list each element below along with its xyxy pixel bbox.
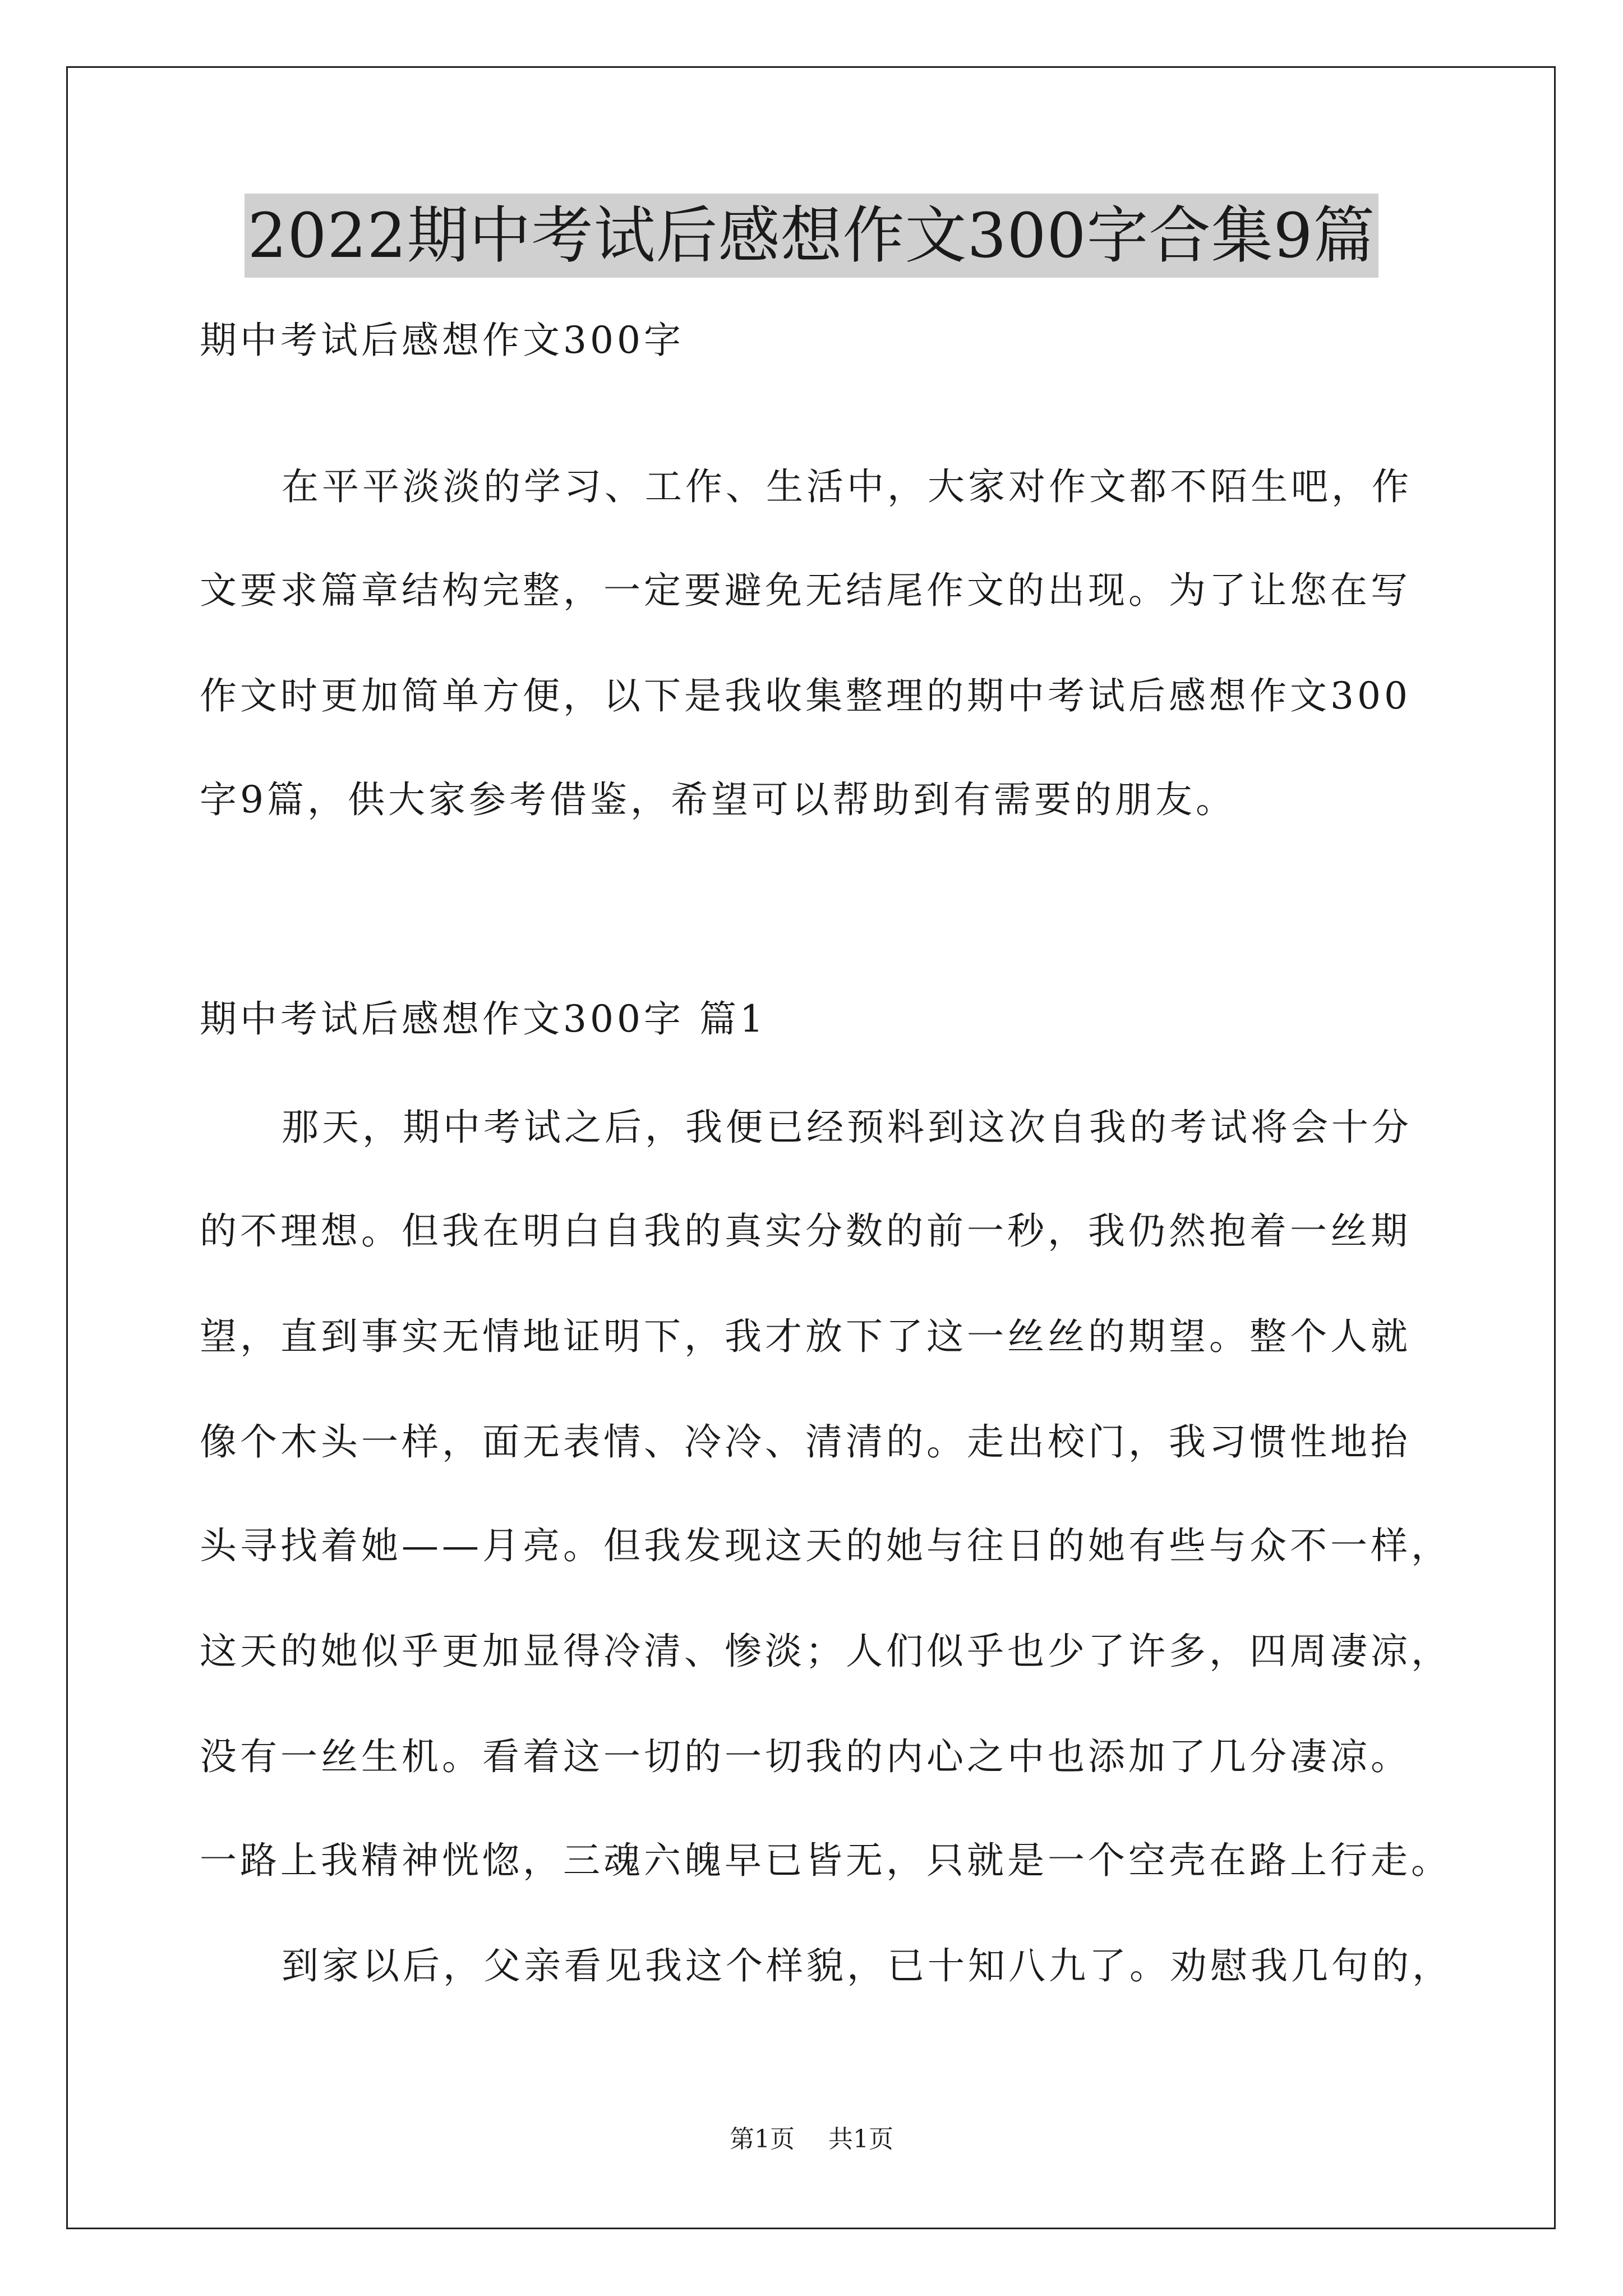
intro-line: 在平平淡淡的学习、工作、生活中，大家对作文都不陌生吧，作 bbox=[282, 465, 1412, 508]
page-number: 第1页 bbox=[730, 2125, 795, 2154]
essay-line: 那天，期中考试之后，我便已经预料到这次自我的考试将会十分 bbox=[282, 1106, 1412, 1149]
essay-line: 一路上我精神恍惚，三魂六魄早已皆无，只就是一个空壳在路上行走。 bbox=[200, 1839, 1451, 1882]
document-title: 2022期中考试后感想作文300字合集9篇 bbox=[245, 194, 1379, 278]
essay-line: 像个木头一样，面无表情、冷冷、清清的。走出校门，我习惯性地抬 bbox=[200, 1420, 1411, 1464]
subheading: 期中考试后感想作文300字 bbox=[200, 319, 684, 362]
title-container bbox=[0, 194, 1623, 278]
essay-line: 头寻找着她——月亮。但我发现这天的她与往日的她有些与众不一样， bbox=[200, 1524, 1451, 1567]
essay-line: 的不理想。但我在明白自我的真实分数的前一秒，我仍然抱着一丝期 bbox=[200, 1209, 1411, 1253]
intro-line: 文要求篇章结构完整，一定要避免无结尾作文的出现。为了让您在写 bbox=[200, 569, 1411, 612]
page-footer bbox=[0, 2123, 1623, 2156]
page-total: 共1页 bbox=[828, 2125, 893, 2154]
essay-line: 这天的她似乎更加显得冷清、惨淡；人们似乎也少了许多，四周凄凉， bbox=[200, 1630, 1451, 1673]
essay-line: 到家以后，父亲看见我这个样貌，已十知八九了。劝慰我几句的， bbox=[282, 1944, 1453, 1987]
intro-line: 作文时更加简单方便，以下是我收集整理的期中考试后感想作文300 bbox=[200, 674, 1411, 717]
intro-line: 字9篇，供大家参考借鉴，希望可以帮助到有需要的朋友。 bbox=[200, 778, 1236, 821]
essay-heading: 期中考试后感想作文300字 篇1 bbox=[200, 997, 767, 1041]
essay-line: 没有一丝生机。看着这一切的一切我的内心之中也添加了几分凄凉。 bbox=[200, 1735, 1411, 1778]
essay-line: 望，直到事实无情地证明下，我才放下了这一丝丝的期望。整个人就 bbox=[200, 1315, 1411, 1358]
